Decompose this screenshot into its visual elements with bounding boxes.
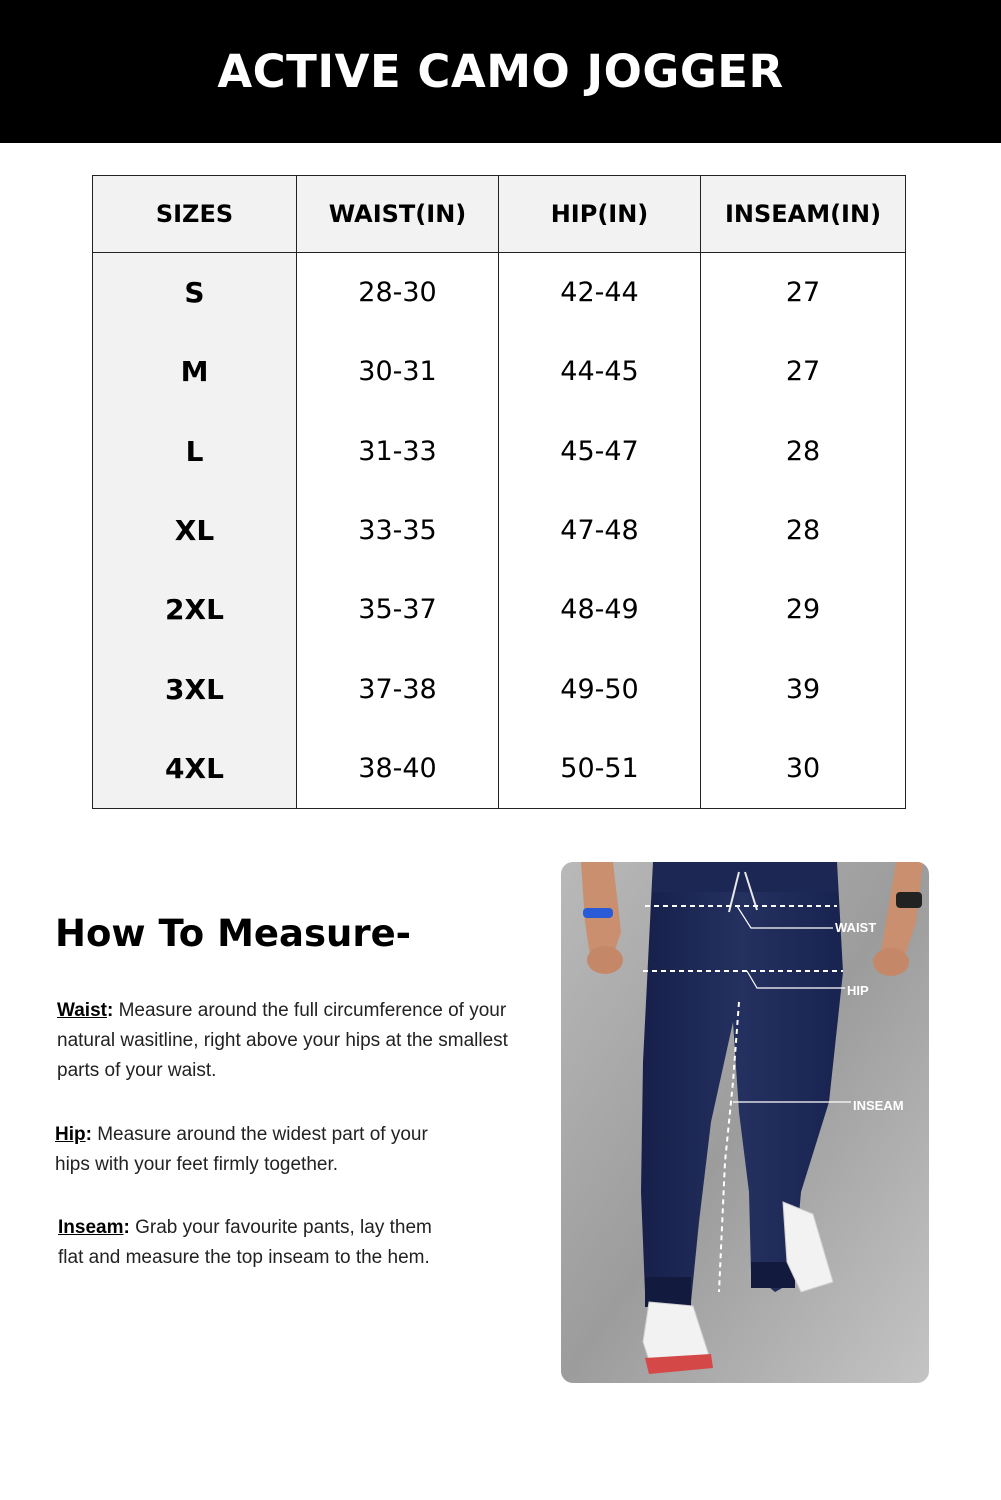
inseam-cell: 30: [701, 729, 906, 809]
wrist-watch: [896, 892, 922, 908]
column-header-hip: HIP(IN): [499, 176, 701, 253]
table-row: [93, 412, 906, 491]
page-title: ACTIVE CAMO JOGGER: [217, 45, 784, 98]
column-header-waist: WAIST(IN): [297, 176, 499, 253]
size-cell: M: [93, 332, 297, 411]
inseam-cell: 28: [701, 412, 906, 491]
inseam-text: Grab your favourite pants, lay them flat and measure the top inseam to the hem.: [58, 1217, 432, 1268]
table-row: [93, 491, 906, 570]
waist-term: Waist: [57, 1000, 107, 1021]
size-chart-table: [92, 175, 906, 809]
column-header-sizes: SIZES: [93, 176, 297, 253]
waist-instruction: [57, 996, 527, 1086]
table-row: [93, 729, 906, 809]
size-cell: 2XL: [93, 570, 297, 649]
inseam-instruction: [58, 1213, 458, 1273]
inseam-photo-label: INSEAM: [853, 1098, 904, 1113]
waist-cell: 31-33: [297, 412, 499, 491]
table-row: [93, 649, 906, 728]
inseam-cell: 27: [701, 253, 906, 333]
hip-instruction: [55, 1120, 465, 1180]
hip-cell: 47-48: [499, 491, 701, 570]
waist-cell: 37-38: [297, 649, 499, 728]
inseam-cell: 29: [701, 570, 906, 649]
waist-text: Measure around the full circumference of your natural wasitline, right above your hips at the smallest parts of your waist.: [57, 1000, 508, 1081]
right-hand: [873, 948, 909, 976]
table-row: [93, 570, 906, 649]
inseam-term: Inseam: [58, 1217, 124, 1238]
header-banner: [0, 0, 1001, 143]
size-cell: L: [93, 412, 297, 491]
table-row: [93, 253, 906, 333]
waist-cell: 38-40: [297, 729, 499, 809]
size-cell: XL: [93, 491, 297, 570]
waistband: [653, 862, 837, 892]
size-cell: S: [93, 253, 297, 333]
waist-term-colon: :: [106, 1000, 114, 1021]
how-to-measure-heading: How To Measure-: [55, 912, 412, 955]
inseam-term-colon: :: [123, 1217, 130, 1238]
jogger-illustration: [561, 862, 929, 1383]
inseam-cell: 27: [701, 332, 906, 411]
hip-cell: 50-51: [499, 729, 701, 809]
hip-cell: 48-49: [499, 570, 701, 649]
column-header-inseam: INSEAM(IN): [701, 176, 906, 253]
waist-cell: 33-35: [297, 491, 499, 570]
hip-term: Hip: [55, 1124, 86, 1145]
inseam-cell: 39: [701, 649, 906, 728]
hip-cell: 44-45: [499, 332, 701, 411]
bead-bracelet: [583, 908, 613, 918]
size-cell: 4XL: [93, 729, 297, 809]
size-cell: 3XL: [93, 649, 297, 728]
hip-cell: 49-50: [499, 649, 701, 728]
left-hand: [587, 946, 623, 974]
table-header-row: [93, 176, 906, 253]
hip-cell: 45-47: [499, 412, 701, 491]
waist-photo-label: WAIST: [835, 920, 877, 935]
model-photo: [561, 862, 929, 1383]
hip-text: Measure around the widest part of your hips with your feet firmly together.: [55, 1124, 428, 1175]
hip-term-colon: :: [85, 1124, 92, 1145]
table-row: [93, 332, 906, 411]
waist-cell: 28-30: [297, 253, 499, 333]
hip-photo-label: HIP: [847, 983, 869, 998]
waist-cell: 30-31: [297, 332, 499, 411]
hip-cell: 42-44: [499, 253, 701, 333]
inseam-cell: 28: [701, 491, 906, 570]
waist-cell: 35-37: [297, 570, 499, 649]
